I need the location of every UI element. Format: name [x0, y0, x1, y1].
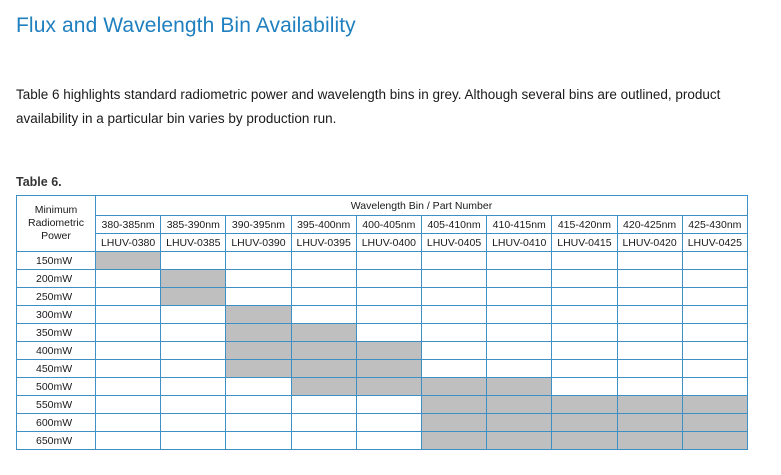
bin-cell	[291, 396, 356, 414]
standard-bin-cell	[226, 360, 291, 378]
standard-bin-cell	[682, 396, 747, 414]
bin-cell	[96, 288, 161, 306]
standard-bin-cell	[226, 306, 291, 324]
bin-cell	[617, 342, 682, 360]
standard-bin-cell	[161, 288, 226, 306]
standard-bin-cell	[226, 342, 291, 360]
page-title: Flux and Wavelength Bin Availability	[16, 14, 356, 37]
bin-cell	[356, 252, 421, 270]
bin-cell	[161, 306, 226, 324]
bin-cell	[96, 432, 161, 450]
table-row	[17, 324, 748, 342]
power-cell: 400mW	[17, 342, 96, 360]
bin-cell	[487, 288, 552, 306]
table-row	[17, 360, 748, 378]
bin-cell	[617, 360, 682, 378]
bin-cell	[421, 324, 486, 342]
bin-cell	[682, 306, 747, 324]
power-cell: 650mW	[17, 432, 96, 450]
bin-cell	[421, 270, 486, 288]
bin-cell	[421, 306, 486, 324]
standard-bin-cell	[487, 414, 552, 432]
bin-cell	[552, 252, 617, 270]
group-header: Wavelength Bin / Part Number	[96, 196, 748, 216]
power-cell: 500mW	[17, 378, 96, 396]
table-body	[17, 252, 748, 450]
standard-bin-cell	[291, 342, 356, 360]
bin-cell	[682, 360, 747, 378]
bin-cell	[682, 252, 747, 270]
bin-cell	[421, 252, 486, 270]
standard-bin-cell	[487, 396, 552, 414]
wavelength-bin-header: 395-400nm	[291, 216, 356, 234]
standard-bin-cell	[682, 432, 747, 450]
bin-cell	[96, 342, 161, 360]
bin-cell	[356, 414, 421, 432]
part-number-header: LHUV-0410	[487, 234, 552, 252]
wavelength-bin-header: 405-410nm	[421, 216, 486, 234]
standard-bin-cell	[421, 396, 486, 414]
bin-cell	[356, 432, 421, 450]
power-cell: 600mW	[17, 414, 96, 432]
bin-cell	[487, 252, 552, 270]
bin-availability-table	[16, 195, 748, 450]
part-number-header: LHUV-0400	[356, 234, 421, 252]
bin-cell	[682, 378, 747, 396]
bin-cell	[226, 270, 291, 288]
power-cell: 200mW	[17, 270, 96, 288]
part-number-header: LHUV-0385	[161, 234, 226, 252]
standard-bin-cell	[96, 252, 161, 270]
bin-cell	[291, 252, 356, 270]
corner-line-1: Minimum	[34, 204, 78, 216]
power-cell: 300mW	[17, 306, 96, 324]
intro-line-2: availability in a particular bin varies by production run.	[16, 111, 337, 126]
bin-cell	[487, 306, 552, 324]
bin-cell	[356, 324, 421, 342]
bin-cell	[617, 252, 682, 270]
bin-cell	[617, 288, 682, 306]
table-row	[17, 342, 748, 360]
bin-cell	[96, 360, 161, 378]
standard-bin-cell	[356, 378, 421, 396]
standard-bin-cell	[682, 414, 747, 432]
bin-cell	[682, 270, 747, 288]
bin-cell	[226, 432, 291, 450]
bin-cell	[421, 360, 486, 378]
table-row	[17, 414, 748, 432]
part-number-row	[17, 234, 748, 252]
bin-cell	[552, 342, 617, 360]
table-row	[17, 288, 748, 306]
power-cell: 550mW	[17, 396, 96, 414]
bin-cell	[226, 414, 291, 432]
bin-cell	[291, 432, 356, 450]
bin-cell	[96, 306, 161, 324]
bin-cell	[161, 378, 226, 396]
standard-bin-cell	[291, 360, 356, 378]
bin-cell	[682, 342, 747, 360]
wavelength-bin-header: 425-430nm	[682, 216, 747, 234]
bin-cell	[161, 360, 226, 378]
bin-cell	[617, 306, 682, 324]
bin-cell	[487, 360, 552, 378]
power-cell: 350mW	[17, 324, 96, 342]
wavelength-bin-header: 410-415nm	[487, 216, 552, 234]
bin-cell	[356, 396, 421, 414]
power-cell: 150mW	[17, 252, 96, 270]
corner-line-2: Radiometric	[27, 217, 85, 229]
standard-bin-cell	[617, 432, 682, 450]
bin-cell	[96, 378, 161, 396]
part-number-header: LHUV-0380	[96, 234, 161, 252]
wavelength-bin-header: 400-405nm	[356, 216, 421, 234]
bin-cell	[617, 378, 682, 396]
intro-line-1: Table 6 highlights standard radiometric power and wavelength bins in grey. Although several bins are outlined, product	[16, 87, 721, 102]
bin-cell	[226, 252, 291, 270]
part-number-header: LHUV-0415	[552, 234, 617, 252]
bin-cell	[552, 306, 617, 324]
intro-paragraph	[16, 83, 756, 131]
standard-bin-cell	[487, 378, 552, 396]
bin-cell	[226, 396, 291, 414]
corner-header	[17, 196, 96, 252]
bin-cell	[552, 270, 617, 288]
bin-cell	[96, 396, 161, 414]
bin-cell	[291, 288, 356, 306]
table-row	[17, 270, 748, 288]
wavelength-bin-header: 420-425nm	[617, 216, 682, 234]
part-number-header: LHUV-0420	[617, 234, 682, 252]
bin-cell	[291, 270, 356, 288]
standard-bin-cell	[421, 414, 486, 432]
part-number-header: LHUV-0425	[682, 234, 747, 252]
standard-bin-cell	[552, 396, 617, 414]
table-row	[17, 378, 748, 396]
bin-cell	[617, 324, 682, 342]
standard-bin-cell	[356, 342, 421, 360]
standard-bin-cell	[291, 324, 356, 342]
bin-cell	[161, 396, 226, 414]
power-cell: 250mW	[17, 288, 96, 306]
table-row	[17, 396, 748, 414]
bin-cell	[226, 378, 291, 396]
table-row	[17, 432, 748, 450]
bin-cell	[226, 288, 291, 306]
wavelength-bin-header: 380-385nm	[96, 216, 161, 234]
bin-cell	[356, 306, 421, 324]
part-number-header: LHUV-0405	[421, 234, 486, 252]
bin-cell	[291, 414, 356, 432]
bin-cell	[617, 270, 682, 288]
bin-cell	[682, 288, 747, 306]
bin-cell	[161, 414, 226, 432]
standard-bin-cell	[552, 414, 617, 432]
bin-cell	[552, 288, 617, 306]
standard-bin-cell	[226, 324, 291, 342]
power-cell: 450mW	[17, 360, 96, 378]
standard-bin-cell	[487, 432, 552, 450]
standard-bin-cell	[421, 378, 486, 396]
bin-cell	[552, 324, 617, 342]
standard-bin-cell	[552, 432, 617, 450]
wavelength-bin-header: 385-390nm	[161, 216, 226, 234]
part-number-header: LHUV-0390	[226, 234, 291, 252]
bin-cell	[552, 360, 617, 378]
standard-bin-cell	[421, 432, 486, 450]
bin-cell	[356, 270, 421, 288]
bin-cell	[291, 306, 356, 324]
standard-bin-cell	[617, 396, 682, 414]
bin-cell	[487, 270, 552, 288]
standard-bin-cell	[291, 378, 356, 396]
standard-bin-cell	[356, 360, 421, 378]
bin-cell	[96, 270, 161, 288]
bin-cell	[161, 342, 226, 360]
bin-cell	[161, 432, 226, 450]
standard-bin-cell	[617, 414, 682, 432]
standard-bin-cell	[161, 270, 226, 288]
table-row	[17, 252, 748, 270]
wavelength-bin-header: 390-395nm	[226, 216, 291, 234]
corner-line-3: Power	[41, 230, 71, 242]
part-number-header: LHUV-0395	[291, 234, 356, 252]
bin-cell	[96, 414, 161, 432]
bin-cell	[487, 324, 552, 342]
bin-cell	[552, 378, 617, 396]
bin-cell	[356, 288, 421, 306]
bin-cell	[421, 342, 486, 360]
bin-cell	[161, 252, 226, 270]
bin-cell	[487, 342, 552, 360]
wavelength-bin-header: 415-420nm	[552, 216, 617, 234]
table-row	[17, 306, 748, 324]
bin-cell	[421, 288, 486, 306]
wavelength-bin-row	[17, 216, 748, 234]
bin-cell	[161, 324, 226, 342]
table-label: Table 6.	[16, 175, 62, 189]
bin-cell	[96, 324, 161, 342]
bin-cell	[682, 324, 747, 342]
